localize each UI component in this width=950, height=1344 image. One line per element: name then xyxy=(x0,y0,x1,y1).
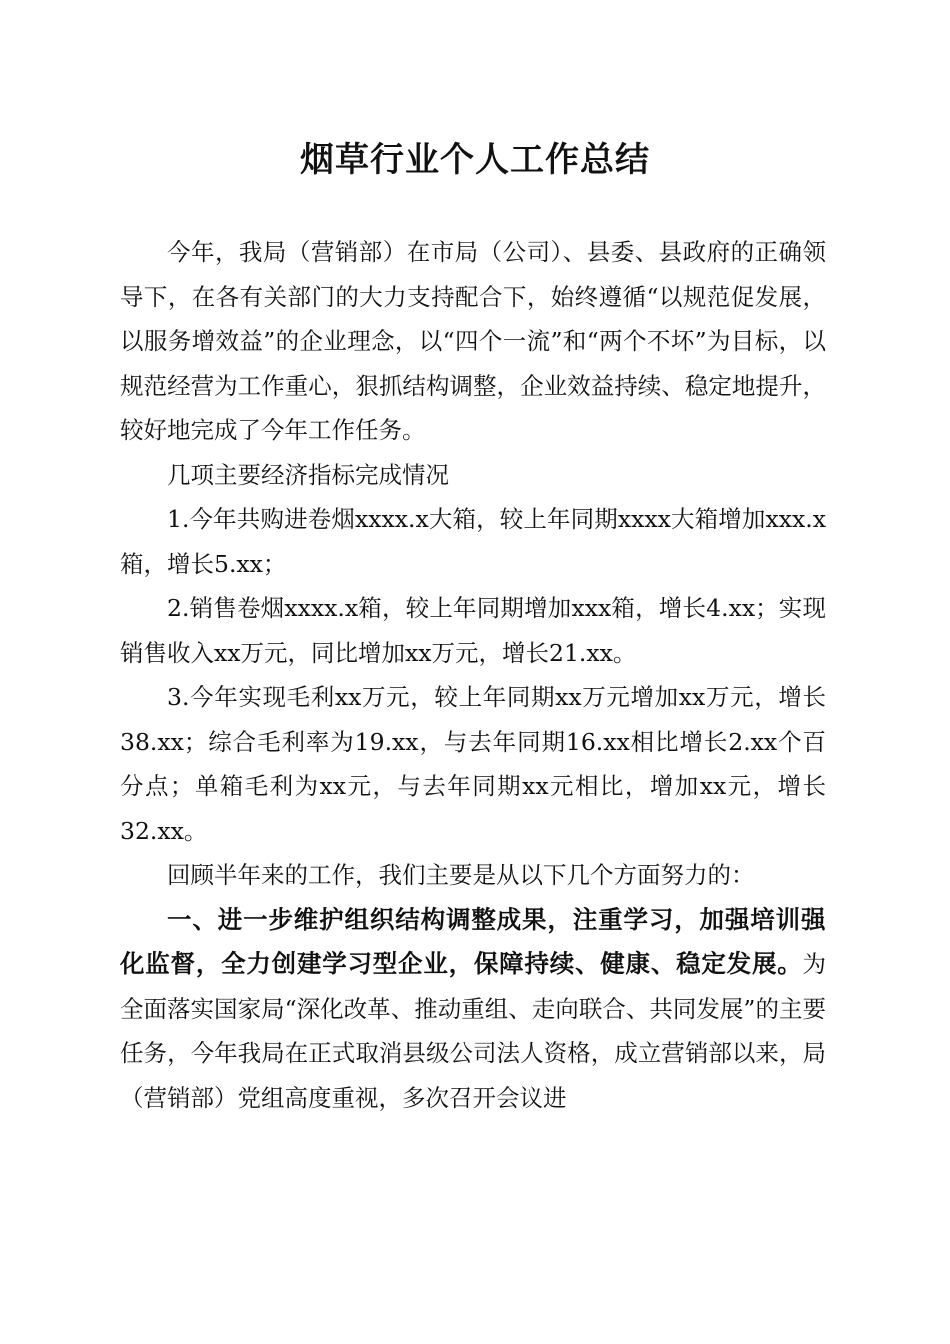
document-body xyxy=(120,230,826,1120)
section-1-text: 为全面落实国家局“深化改革、推动重组、走向联合、共同发展”的主要任务，今年我局在正式取消县级公司法人资格，成立营销部以来，局（营销部）党组高度重视，多次召开会议进 xyxy=(120,950,826,1112)
indicator-item-1: 1.今年共购进卷烟xxxx.x大箱，较上年同期xxxx大箱增加xxx.x箱，增长5.xx； xyxy=(120,505,826,578)
indicator-item-2: 2.销售卷烟xxxx.x箱，较上年同期增加xxx箱，增长4.xx；实现销售收入xx万元，同比增加xx万元，增长21.xx。 xyxy=(120,594,826,667)
indicators-heading: 几项主要经济指标完成情况 xyxy=(167,460,449,489)
indicator-item-3: 3.今年实现毛利xx万元，较上年同期xx万元增加xx万元，增长38.xx；综合毛利率为19.xx，与去年同期16.xx相比增长2.xx个百分点；单箱毛利为xx元，与去年同期xx元相比，增加xx元，增长32.xx。 xyxy=(120,683,826,845)
section-1-heading: 一、进一步维护组织结构调整成果，注重学习，加强培训强化监督，全力创建学习型企业，保障持续、健康、稳定发展。 xyxy=(120,904,826,978)
review-paragraph: 回顾半年来的工作，我们主要是从以下几个方面努力的： xyxy=(167,861,755,889)
intro-paragraph: 今年，我局（营销部）在市局（公司）、县委、县政府的正确领导下，在各有关部门的大力支持配合下，始终遵循“以规范促发展，以服务增效益”的企业理念，以“四个一流”和“两个不坏”为目标，以规范经营为工作重心，狠抓结构调整，企业效益持续、稳定地提升，较好地完成了今年工作任务。 xyxy=(120,238,826,444)
section-1-paragraph xyxy=(120,898,826,1121)
document-title: 烟草行业个人工作总结 xyxy=(300,140,650,180)
